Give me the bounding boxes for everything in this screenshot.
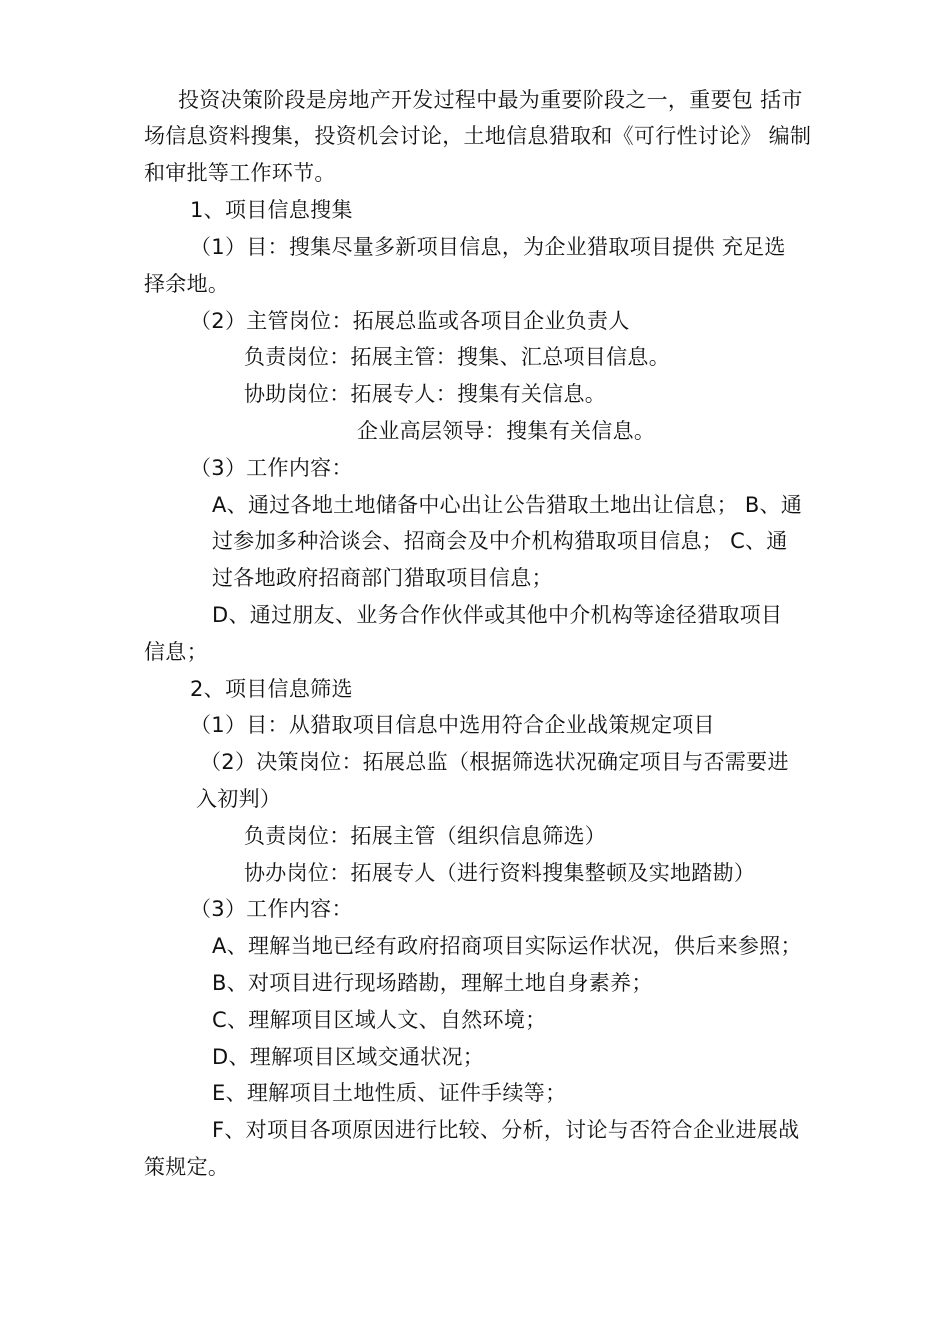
paragraph-line: 过各地政府招商部门猎取项目信息； [212,566,553,590]
section-heading: 2、项目信息筛选 [190,677,353,701]
paragraph-line: （1）目：搜集尽量多新项目信息，为企业猎取项目提供 充足选 [190,235,786,259]
paragraph-line: C、理解项目区域人文、自然环境； [212,1008,547,1032]
paragraph-line: 企业高层领导：搜集有关信息。 [357,419,656,443]
paragraph-line: B、对项目进行现场踏勘，理解土地自身素养； [212,971,653,995]
paragraph-line: 和审批等工作环节。 [144,161,336,185]
paragraph-line: A、理解当地已经有政府招商项目实际运作状况，供后来参照； [212,934,802,958]
paragraph-line: D、通过朋友、业务合作伙伴或其他中介机构等途径猎取项目 [212,603,783,627]
paragraph-line: A、通过各地土地储备中心出让公告猎取土地出让信息； B、通 [212,493,803,517]
paragraph-line: （2）决策岗位：拓展总监（根据筛选状况确定项目与否需要进 [200,750,789,774]
paragraph-line: 协办岗位：拓展专人（进行资料搜集整顿及实地踏勘） [244,861,756,885]
paragraph-line: （2）主管岗位：拓展总监或各项目企业负责人 [190,309,630,333]
section-heading: 1、项目信息搜集 [190,198,353,222]
paragraph-line: 负责岗位：拓展主管（组织信息筛选） [244,824,607,848]
paragraph-line: 场信息资料搜集，投资机会讨论，土地信息猎取和《可行性讨论》 编制 [144,124,812,148]
paragraph-line: （3）工作内容： [190,456,353,480]
paragraph-line: E、理解项目土地性质、证件手续等； [212,1081,567,1105]
paragraph-line: （3）工作内容： [190,897,353,921]
paragraph-line: 投资决策阶段是房地产开发过程中最为重要阶段之一，重要包 括市 [178,88,803,112]
paragraph-line: 策规定。 [144,1155,230,1179]
paragraph-line: 入初判） [196,787,282,811]
paragraph-line: 负责岗位：拓展主管：搜集、汇总项目信息。 [244,345,670,369]
paragraph-line: （1）目：从猎取项目信息中选用符合企业战策规定项目 [190,713,715,737]
paragraph-line: D、理解项目区域交通状况； [212,1045,485,1069]
paragraph-line: 协助岗位：拓展专人：搜集有关信息。 [244,382,607,406]
paragraph-line: 过参加多种洽谈会、招商会及中介机构猎取项目信息； C、通 [212,529,788,553]
paragraph-line: 信息； [144,640,208,664]
paragraph-line: F、对项目各项原因进行比较、分析，讨论与否符合企业进展战 [212,1118,800,1142]
paragraph-line: 择余地。 [144,272,230,296]
